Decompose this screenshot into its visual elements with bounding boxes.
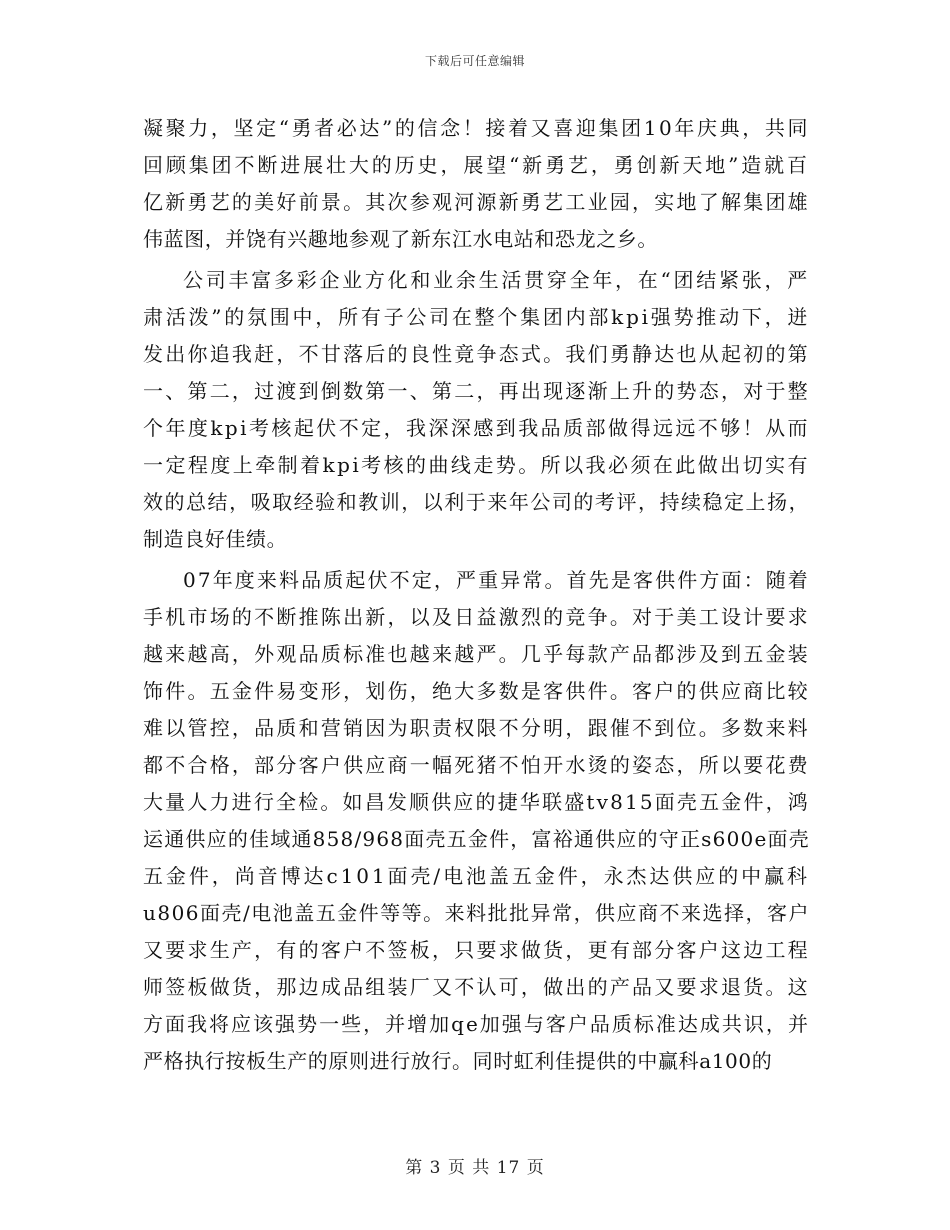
paragraph-line: 效的总结，吸取经验和教训，以利于来年公司的考评，持续稳定上扬， (143, 490, 810, 514)
paragraph-line: 师签板做货，那边成品组装厂又不认可，做出的产品又要求退货。这 (143, 975, 810, 999)
paragraph-line: u806面壳/电池盖五金件等等。来料批批异常，供应商不来选择，客户 (143, 901, 810, 925)
paragraph-line: 一、第二，过渡到倒数第一、第二，再出现逐渐上升的势态，对于整 (143, 379, 810, 403)
paragraph-line: 难以管控，品质和营销因为职责权限不分明，跟催不到位。多数来料 (143, 716, 810, 740)
paragraph-line: 饰件。五金件易变形，划伤，绝大多数是客供件。客户的供应商比较 (143, 679, 810, 703)
paragraph-line: 伟蓝图，并饶有兴趣地参观了新东江水电站和恐龙之乡。 (143, 227, 658, 251)
paragraph-line: 亿新勇艺的美好前景。其次参观河源新勇艺工业园，实地了解集团雄 (143, 190, 810, 214)
page-footer: 第 3 页 共 17 页 (405, 1158, 545, 1178)
paragraph-line: 一定程度上牵制着kpi考核的曲线走势。所以我必须在此做出切实有 (143, 453, 810, 477)
paragraph-line: 凝聚力，坚定“勇者必达”的信念！接着又喜迎集团10年庆典，共同 (143, 116, 810, 140)
paragraph-line: 方面我将应该强势一些，并增加qe加强与客户品质标准达成共识，并 (143, 1012, 810, 1036)
paragraph-line: 发出你追我赶，不甘落后的良性竟争态式。我们勇静达也从起初的第 (143, 342, 810, 366)
paragraph-line: 严格执行按板生产的原则进行放行。同时虹利佳提供的中赢科a100的 (143, 1049, 773, 1073)
paragraph-line: 越来越高，外观品质标准也越来越严。几乎每款产品都涉及到五金装 (143, 642, 810, 666)
paragraph-line: 个年度kpi考核起伏不定，我深深感到我品质部做得远远不够！从而 (143, 416, 810, 440)
paragraph-line: 07年度来料品质起伏不定，严重异常。首先是客供件方面：随着 (183, 568, 810, 592)
paragraph-line: 又要求生产，有的客户不签板，只要求做货，更有部分客户这边工程 (143, 938, 810, 962)
paragraph-line: 大量人力进行全检。如昌发顺供应的捷华联盛tv815面壳五金件，鸿 (143, 790, 810, 814)
paragraph-line: 公司丰富多彩企业方化和业余生活贯穿全年，在“团结紧张，严 (183, 268, 810, 292)
page-header: 下载后可任意编辑 (424, 54, 525, 68)
paragraph-line: 运通供应的佳域通858/968面壳五金件，富裕通供应的守正s600e面壳 (143, 827, 810, 851)
paragraph-line: 五金件，尚音博达c101面壳/电池盖五金件，永杰达供应的中赢科 (143, 864, 810, 888)
paragraph (143, 562, 810, 1080)
paragraph (143, 262, 810, 558)
paragraph-line: 制造良好佳绩。 (143, 527, 288, 551)
paragraph-line: 手机市场的不断推陈出新，以及日益激烈的竞争。对于美工设计要求 (143, 605, 810, 629)
paragraph (143, 110, 810, 258)
paragraph-line: 都不合格，部分客户供应商一幅死猪不怕开水烫的姿态，所以要花费 (143, 753, 810, 777)
document-body (143, 110, 810, 1080)
paragraph-line: 回顾集团不断进展壮大的历史，展望“新勇艺，勇创新天地”造就百 (143, 153, 810, 177)
paragraph-line: 肃活泼”的氛围中，所有子公司在整个集团内部kpi强势推动下，迸 (143, 305, 810, 329)
